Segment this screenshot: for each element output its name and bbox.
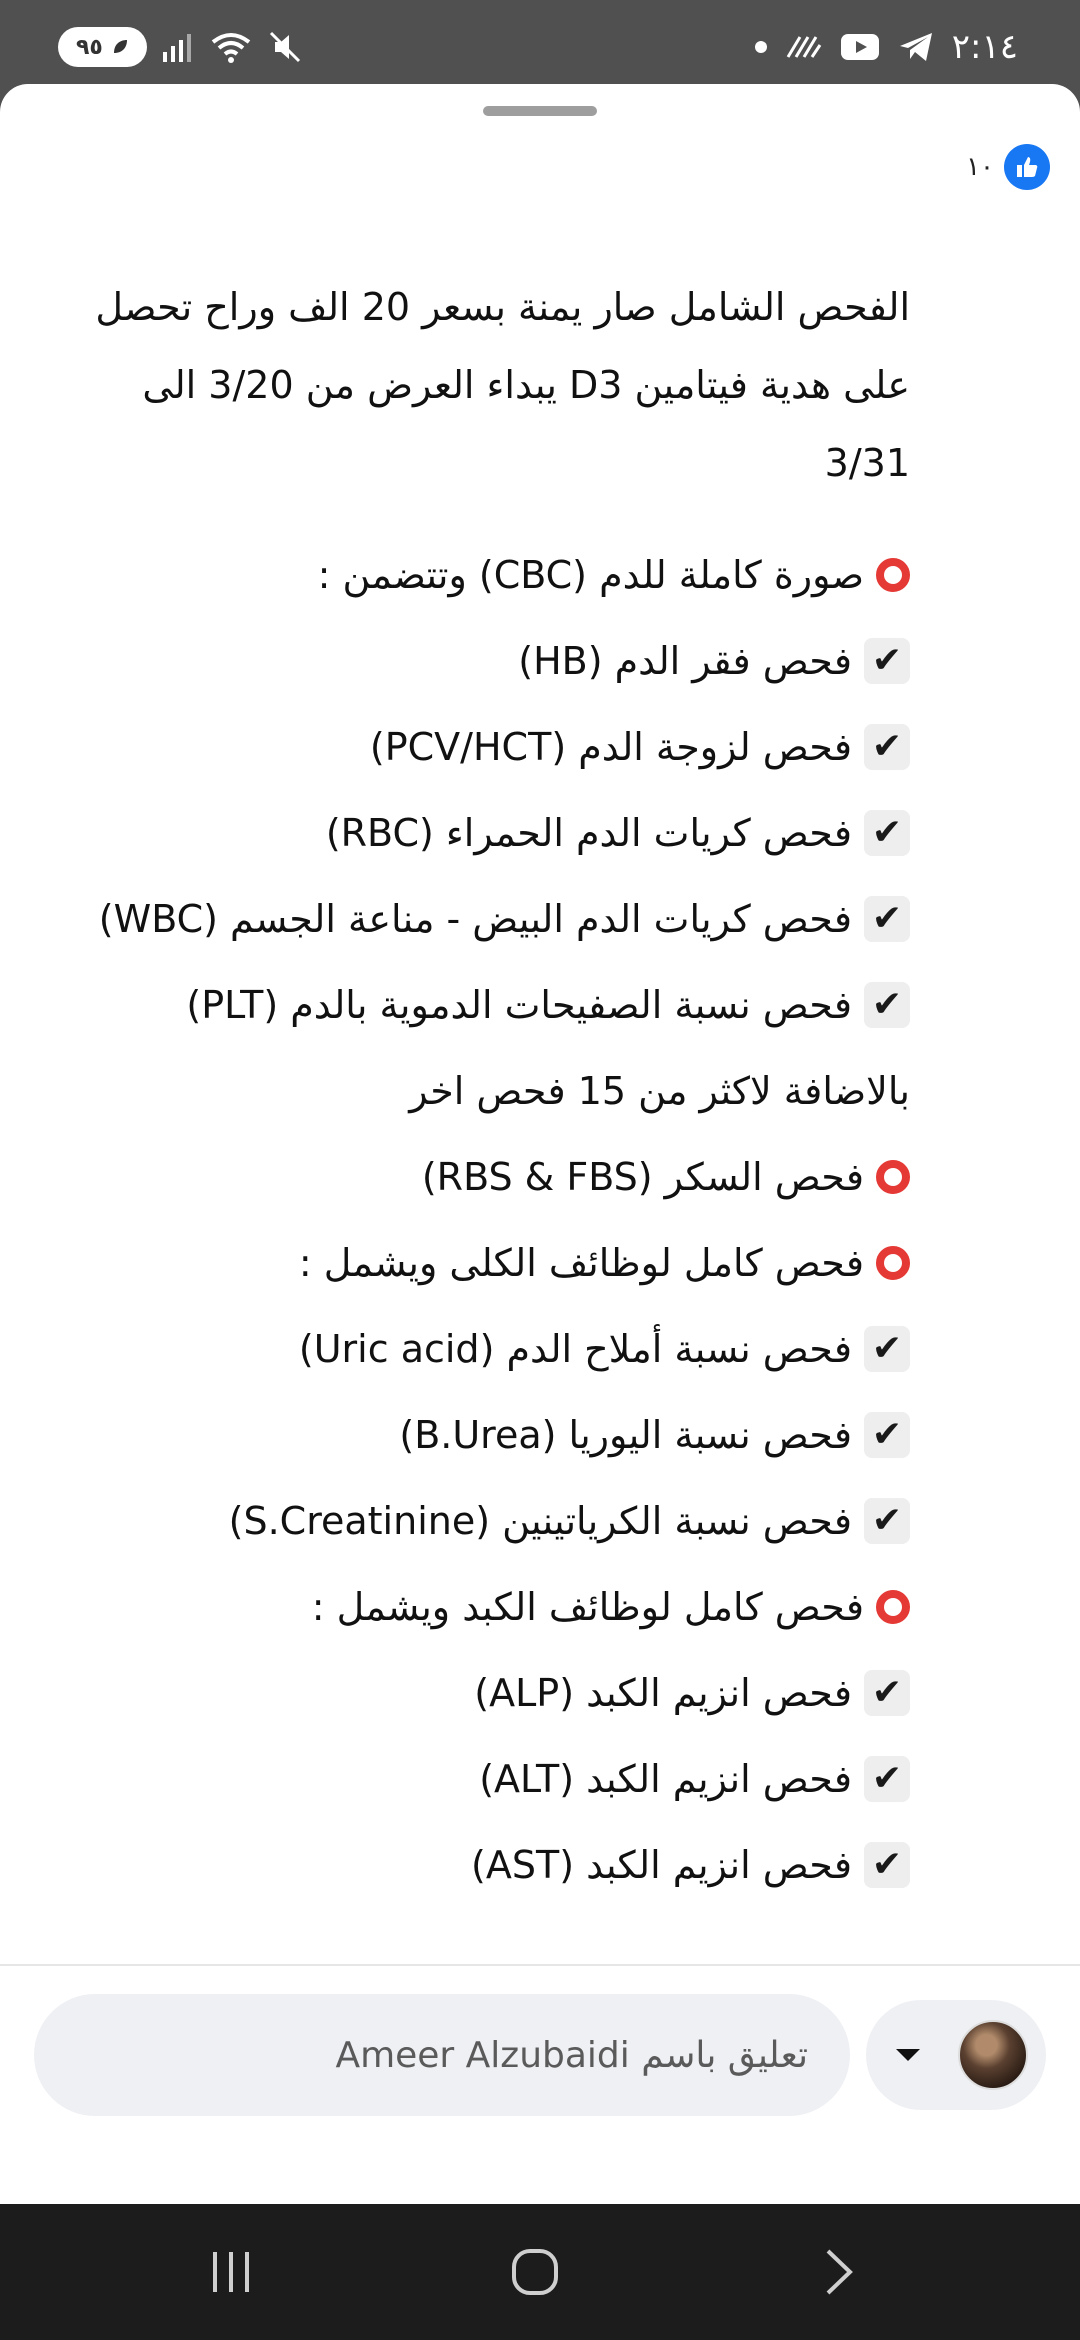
- post-line: [50, 1306, 910, 1392]
- post-detail-sheet: [0, 84, 1080, 2204]
- red-circle-icon: [876, 558, 910, 592]
- post-line: [50, 1478, 910, 1564]
- post-line: [50, 790, 910, 876]
- post-line-text: بالاضافة لاكثر من 15 فحص اخر: [409, 1069, 910, 1113]
- status-bar: [0, 0, 1080, 84]
- clock: ٢:١٤: [951, 27, 1018, 67]
- red-circle-icon: [876, 1590, 910, 1624]
- drag-handle[interactable]: [483, 106, 597, 116]
- app-notification-icon: [786, 35, 822, 59]
- post-line: [50, 1564, 910, 1650]
- post-line: [50, 1220, 910, 1306]
- post-line: [50, 704, 910, 790]
- post-line-text: فحص انزيم الكبد (AST): [471, 1843, 852, 1887]
- post-line: [50, 1134, 910, 1220]
- notification-dot-icon: [754, 40, 768, 54]
- check-mark-icon: ✔: [864, 896, 910, 942]
- youtube-icon: [840, 32, 880, 62]
- post-line-text: فحص نسبة أملاح الدم (Uric acid): [298, 1327, 852, 1371]
- signal-icon: [161, 30, 195, 64]
- home-button[interactable]: [495, 2242, 575, 2302]
- avatar: [958, 2020, 1028, 2090]
- reactions-summary[interactable]: [966, 142, 1050, 192]
- post-line: [50, 1736, 910, 1822]
- check-mark-icon: ✔: [864, 1756, 910, 1802]
- status-icons-right: [754, 24, 1018, 70]
- post-line: [50, 876, 910, 962]
- post-line-text: فحص انزيم الكبد (ALP): [474, 1671, 852, 1715]
- post-line-text: فحص كامل لوظائف الكلى ويشمل :: [298, 1241, 864, 1285]
- battery-indicator: [58, 27, 147, 67]
- check-mark-icon: ✔: [864, 1670, 910, 1716]
- post-line-text: فحص كريات الدم الحمراء (RBC): [325, 811, 852, 855]
- status-icons-left: [58, 24, 303, 70]
- recent-apps-button[interactable]: [192, 2242, 272, 2302]
- check-mark-icon: ✔: [864, 810, 910, 856]
- post-line: [50, 618, 910, 704]
- comment-input[interactable]: [34, 1994, 850, 2116]
- red-circle-icon: [876, 1160, 910, 1194]
- post-line-text: فحص كامل لوظائف الكبد ويشمل :: [311, 1585, 864, 1629]
- post-line-text: فحص كريات الدم البيض - مناعة الجسم (WBC): [98, 897, 852, 941]
- system-nav-bar: [0, 2204, 1080, 2340]
- post-line-text: فحص نسبة الصفيحات الدموية بالدم (PLT): [186, 983, 852, 1027]
- post-line-text: فحص نسبة اليوريا (B.Urea): [399, 1413, 852, 1457]
- post-line-text: فحص السكر (RBS & FBS): [421, 1155, 864, 1199]
- post-line-text: فحص فقر الدم (HB): [518, 639, 852, 683]
- post-line-text: فحص لزوجة الدم (PCV/HCT): [369, 725, 852, 769]
- post-line: [50, 962, 910, 1048]
- post-line: [50, 1822, 910, 1908]
- check-mark-icon: ✔: [864, 1498, 910, 1544]
- post-line: [50, 532, 910, 618]
- check-mark-icon: ✔: [864, 724, 910, 770]
- post-line: [50, 1392, 910, 1478]
- check-mark-icon: ✔: [864, 1842, 910, 1888]
- telegram-icon: [898, 31, 934, 63]
- post-line: [50, 1048, 910, 1134]
- back-icon: [820, 2247, 856, 2297]
- check-mark-icon: ✔: [864, 982, 910, 1028]
- post-intro-text: الفحص الشامل صار يمنة بسعر 20 الف وراح تحصل على هدية فيتامين D3 يبداء العرض من 3/20 الى 3/31: [95, 285, 910, 485]
- post-body: [50, 268, 910, 1908]
- post-line: [50, 1650, 910, 1736]
- account-switcher-button[interactable]: [866, 2000, 1046, 2110]
- post-line-text: فحص نسبة الكرياتينين (S.Creatinine): [228, 1499, 852, 1543]
- recent-apps-icon: [209, 2250, 255, 2294]
- like-count: ١٠: [966, 152, 994, 182]
- check-mark-icon: ✔: [864, 1412, 910, 1458]
- home-icon: [510, 2247, 560, 2297]
- battery-saver-icon: [111, 38, 129, 56]
- comment-placeholder: تعليق باسم Ameer Alzubaidi: [335, 2034, 808, 2076]
- post-lines: [50, 532, 910, 1908]
- battery-level: ٩٥: [76, 34, 103, 60]
- wifi-icon: [209, 30, 253, 64]
- red-circle-icon: [876, 1246, 910, 1280]
- check-mark-icon: ✔: [864, 1326, 910, 1372]
- back-button[interactable]: [798, 2242, 878, 2302]
- like-icon: [1004, 144, 1050, 190]
- post-line-text: صورة كاملة للدم (CBC) وتتضمن :: [317, 553, 864, 597]
- chevron-down-icon: [896, 2049, 920, 2061]
- post-line-text: فحص انزيم الكبد (ALT): [479, 1757, 852, 1801]
- check-mark-icon: ✔: [864, 638, 910, 684]
- comment-bar: [0, 1966, 1080, 2204]
- mute-icon: [267, 29, 303, 65]
